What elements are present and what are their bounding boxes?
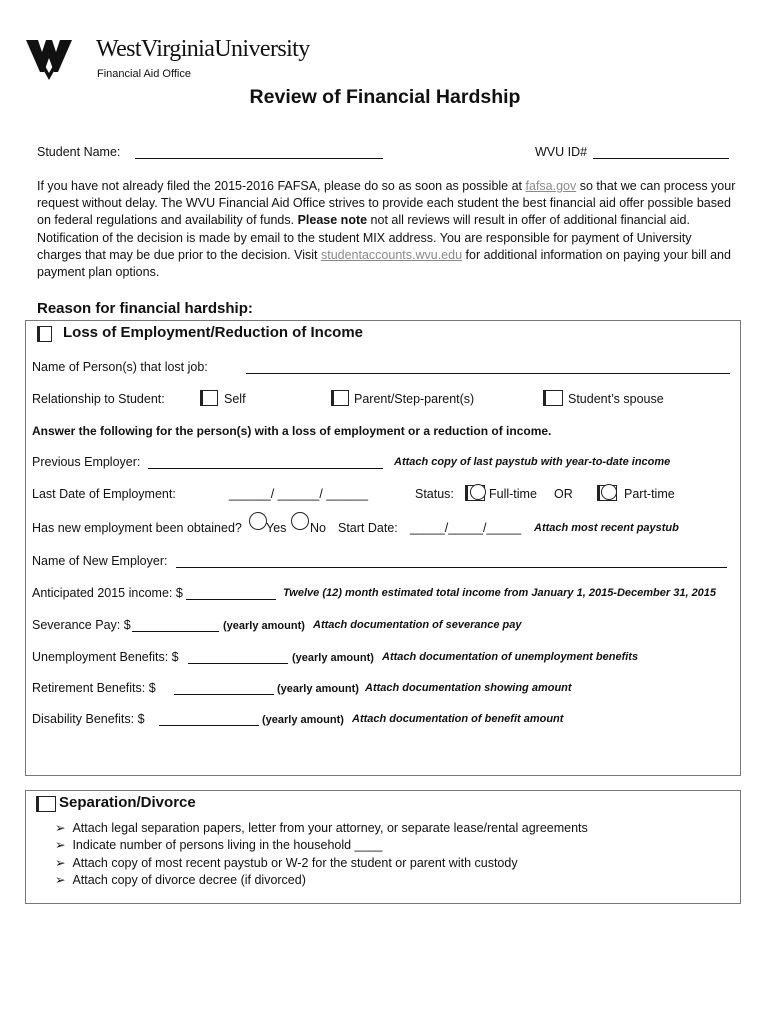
disability-label: Disability Benefits: $ [32, 712, 145, 726]
spouse-checkbox[interactable] [543, 390, 563, 406]
disability-note: Attach documentation of benefit amount [352, 713, 564, 725]
wvu-id-field[interactable] [593, 158, 729, 159]
severance-yearly: (yearly amount) [223, 620, 305, 632]
income-field[interactable] [186, 599, 276, 600]
student-name-field[interactable] [135, 158, 383, 159]
student-accounts-link[interactable]: studentaccounts.wvu.edu [320, 247, 463, 262]
previous-employer-field[interactable] [148, 468, 383, 469]
unemployment-field[interactable] [188, 663, 288, 664]
unemployment-label: Unemployment Benefits: $ [32, 650, 179, 664]
unemployment-note: Attach documentation of unemployment benefits [382, 651, 639, 663]
fafsa-link[interactable]: fafsa.gov [525, 179, 577, 193]
arrow-bullet-icon: ➢ [55, 855, 66, 870]
last-date-field[interactable]: ______/ ______/ ______ [229, 487, 369, 501]
relationship-label: Relationship to Student: [32, 392, 165, 406]
answer-note: Answer the following for the person(s) with a loss of employment or a reduction of income. [32, 424, 552, 438]
yes-radio[interactable] [249, 512, 267, 530]
intro-text-1: If you have not already filed the 2015-2016 FAFSA, please do so as soon as possible at [37, 179, 526, 193]
intro-note-bold: Please note [297, 213, 368, 228]
person-lost-job-field[interactable] [246, 373, 730, 374]
employment-title: Loss of Employment/Reduction of Income [63, 324, 364, 341]
separation-title: Separation/Divorce [59, 794, 196, 811]
start-date-field[interactable]: _____/_____/_____ [410, 521, 522, 535]
arrow-bullet-icon: ➢ [55, 821, 66, 835]
income-note: Twelve (12) month estimated total income from January 1, 2015-December 31, 2015 [283, 587, 717, 599]
severance-note: Attach documentation of severance pay [313, 619, 522, 631]
list-item: ➢ Indicate number of persons living in the household ____ [55, 838, 383, 853]
parttime-label: Part-time [624, 487, 675, 501]
previous-employer-note: Attach copy of last paystub with year-to-date income [394, 456, 671, 468]
status-label: Status: [415, 487, 454, 501]
fulltime-radio-icon [470, 484, 486, 500]
list-item: ➢ Attach legal separation papers, letter from your attorney, or separate lease/rental agreements [55, 821, 588, 835]
disability-field[interactable] [159, 725, 259, 726]
person-lost-job-label: Name of Person(s) that lost job: [32, 360, 208, 374]
separation-checkbox[interactable] [36, 796, 56, 812]
no-label: No [310, 521, 326, 535]
office-name: Financial Aid Office [97, 68, 191, 80]
unemployment-yearly: (yearly amount) [292, 652, 374, 664]
new-employer-field[interactable] [176, 567, 727, 568]
new-employment-question: Has new employment been obtained? [32, 521, 242, 535]
no-radio[interactable] [291, 512, 309, 530]
self-label: Self [224, 392, 246, 406]
employment-checkbox[interactable] [37, 326, 52, 342]
last-date-label: Last Date of Employment: [32, 487, 176, 501]
start-date-label: Start Date: [338, 521, 398, 535]
retirement-yearly: (yearly amount) [277, 683, 359, 695]
disability-yearly: (yearly amount) [262, 714, 344, 726]
fulltime-label: Full-time [489, 487, 537, 501]
separation-list [55, 820, 588, 890]
intro-paragraph [37, 178, 737, 281]
intro-text-2: so that we can process your request without delay. The WVU Financial Aid Office strives to provide each student the best financial aid offer possible based on federal regulations and availability of funds. [37, 179, 736, 228]
previous-employer-label: Previous Employer: [32, 455, 141, 469]
retirement-label: Retirement Benefits: $ [32, 681, 156, 695]
student-name-label: Student Name: [37, 145, 121, 159]
parent-label: Parent/Step-parent(s) [354, 392, 475, 406]
severance-label: Severance Pay: $ [32, 618, 131, 632]
arrow-bullet-icon: ➢ [55, 873, 66, 888]
list-item: ➢ Attach copy of divorce decree (if divorced) [55, 873, 306, 888]
income-label: Anticipated 2015 income: $ [32, 586, 183, 600]
arrow-bullet-icon: ➢ [55, 838, 66, 853]
reason-heading: Reason for financial hardship: [37, 300, 253, 317]
or-label: OR [554, 487, 573, 501]
retirement-field[interactable] [174, 694, 274, 695]
wvu-logo-icon [26, 38, 72, 82]
yes-label: Yes [266, 521, 287, 535]
university-name: WestVirginiaUniversity [96, 36, 310, 62]
parent-checkbox[interactable] [331, 390, 349, 406]
employment-section [25, 320, 741, 776]
parttime-radio-icon [601, 484, 617, 500]
list-item: ➢ Attach copy of most recent paystub or W-2 for the student or parent with custody [55, 855, 518, 870]
spouse-label: Student’s spouse [568, 392, 664, 406]
severance-field[interactable] [132, 631, 219, 632]
retirement-note: Attach documentation showing amount [365, 682, 572, 694]
page-title: Review of Financial Hardship [249, 86, 521, 108]
intro-text-3: not all reviews will result in offer of additional financial aid. Notification of the decision is made by email to the student MIX address. You are responsible for payment of University charges that may be due prior to the decision. Visit [37, 213, 692, 262]
intro-text-4: for additional information on paying your bill and payment plan options. [37, 247, 731, 280]
self-checkbox[interactable] [200, 390, 218, 406]
wvu-id-label: WVU ID# [535, 145, 588, 159]
new-employer-label: Name of New Employer: [32, 554, 168, 568]
start-date-note: Attach most recent paystub [534, 522, 679, 534]
